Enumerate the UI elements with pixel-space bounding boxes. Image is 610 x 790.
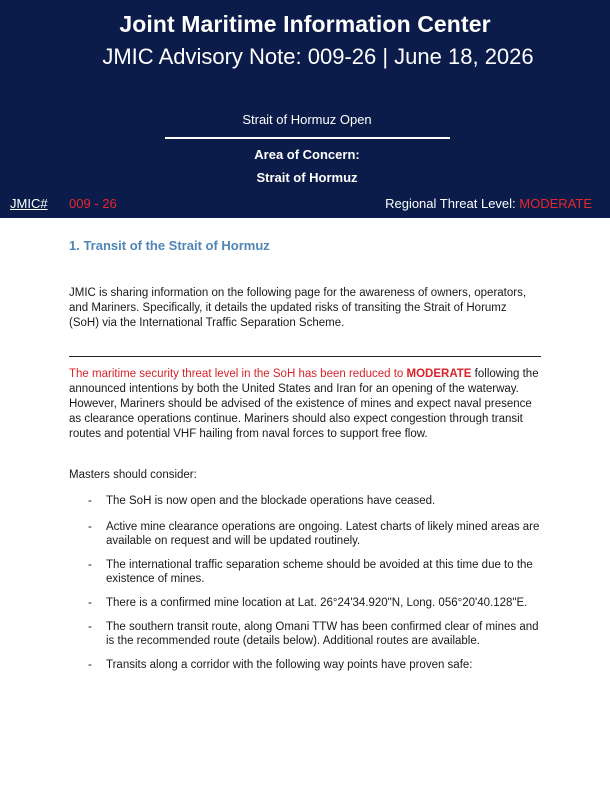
advisory-header (0, 0, 610, 218)
considerations-list (88, 494, 548, 672)
bullet-marker: - (88, 521, 92, 533)
threat-level-label: Regional Threat Level: (385, 196, 520, 211)
bullet-marker: - (88, 559, 92, 571)
intro-paragraph: JMIC is sharing information on the following page for the awareness of owners, operators, and Mariners. Specifically, it details the updated risks of transiting the Strait of Horumz (SoH) via the International Traffic Separation Scheme. (69, 287, 527, 329)
threat-level-emphasis: MODERATE (406, 368, 472, 380)
jmic-number-value: 009 - 26 (69, 196, 117, 211)
list-item-text: The international traffic separation scheme should be avoided at this time due to the existence of mines. (106, 559, 533, 585)
area-of-concern-value: Strait of Hormuz (256, 170, 358, 185)
area-of-concern-label: Area of Concern: (254, 147, 360, 162)
list-item (88, 596, 548, 610)
bullet-marker: - (88, 495, 92, 507)
bullet-marker: - (88, 621, 92, 633)
threat-level-value: MODERATE (519, 196, 592, 211)
list-item-text: The southern transit route, along Omani TTW has been confirmed clear of mines and is the recommended route (details below). Additional routes are available. (106, 621, 539, 647)
list-item (88, 658, 548, 672)
center-title: Joint Maritime Information Center (119, 11, 491, 37)
list-item-text: The SoH is now open and the blockade operations have ceased. (106, 495, 436, 507)
header-divider (165, 137, 450, 139)
strait-status: Strait of Hormuz Open (242, 112, 372, 127)
list-item (88, 494, 548, 508)
bullet-marker: - (88, 597, 92, 609)
regional-threat-level (385, 196, 592, 211)
list-item (88, 558, 548, 586)
section-heading: 1. Transit of the Strait of Hormuz (69, 238, 270, 253)
bullet-marker: - (88, 659, 92, 671)
jmic-number-label: JMIC# (10, 196, 48, 211)
section-divider (69, 356, 541, 357)
threat-paragraph (69, 367, 545, 442)
list-item-text: There is a confirmed mine location at Lat. 26°24'34.920"N, Long. 056°20'40.128"E. (106, 597, 528, 609)
list-item-text: Transits along a corridor with the following way points have proven safe: (106, 659, 473, 671)
masters-intro: Masters should consider: (69, 469, 197, 481)
threat-sentence: The maritime security threat level in the SoH has been reduced to (69, 368, 407, 380)
advisory-note-title: JMIC Advisory Note: 009-26 | June 18, 2026 (102, 44, 534, 69)
list-item (88, 620, 548, 648)
threat-paragraph-rest: following the announced intentions by both the United States and Iran for an opening of the waterway. However, Mariners should be advised of the existence of mines and expect naval presence as clearance operations continue. Mariners should also expect congestion through transit routes and potential VHF hailing from naval forces to support free flow. (69, 368, 539, 440)
list-item-text: Active mine clearance operations are ongoing. Latest charts of likely mined areas are available on request and will be updated routinely. (106, 521, 540, 547)
list-item (88, 520, 548, 548)
